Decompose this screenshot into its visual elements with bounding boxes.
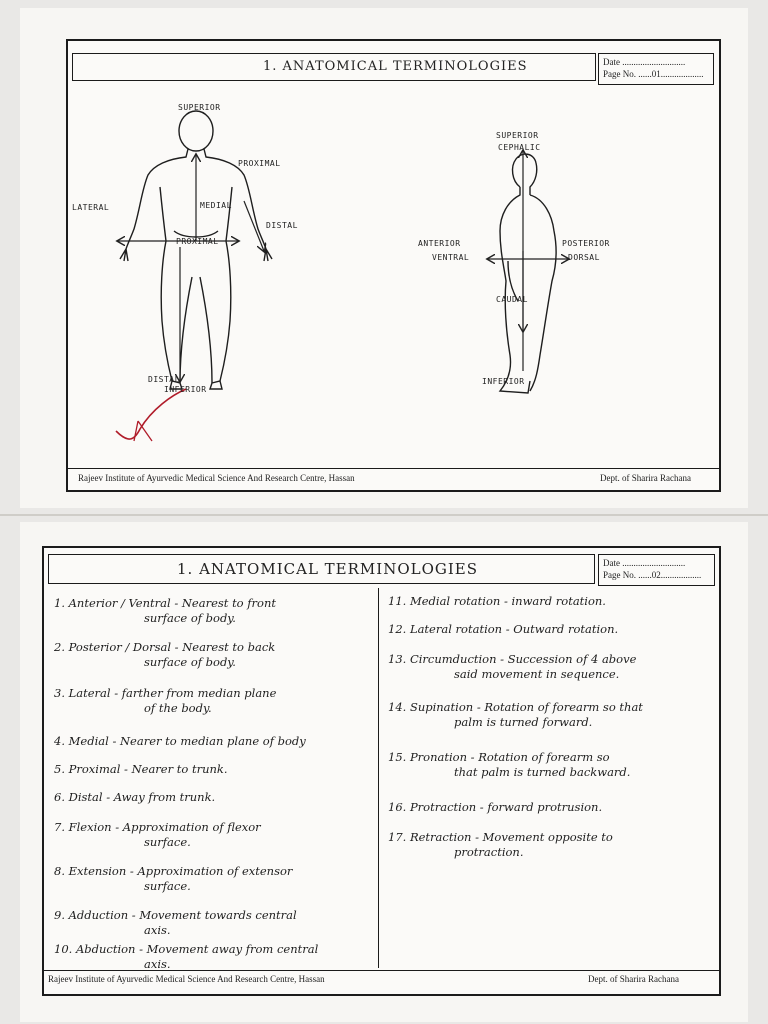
label-proximal-top: PROXIMAL xyxy=(238,159,281,168)
term-entry: 3. Lateral - farther from median plane xyxy=(54,686,277,700)
term-entry: 16. Protraction - forward protrusion. xyxy=(388,800,603,814)
term-entry: 1. Anterior / Ventral - Nearest to front xyxy=(54,596,276,610)
term-entry: 6. Distal - Away from trunk. xyxy=(54,790,216,804)
term-entry: 9. Adduction - Movement towards central xyxy=(54,908,297,922)
term-entry: 13. Circumduction - Succession of 4 above xyxy=(388,652,637,666)
footer-rule xyxy=(68,468,719,469)
column-divider xyxy=(378,588,379,968)
label-superior-side: SUPERIOR xyxy=(496,131,539,140)
label-cephalic: CEPHALIC xyxy=(498,143,541,152)
footer-institute: Rajeev Institute of Ayurvedic Medical Science And Research Centre, Hassan xyxy=(48,974,325,984)
term-entry: 11. Medial rotation - inward rotation. xyxy=(388,594,606,608)
term-continuation: surface. xyxy=(144,835,191,849)
term-entry: 4. Medial - Nearer to median plane of body xyxy=(54,734,306,748)
term-entry: 14. Supination - Rotation of forearm so that xyxy=(388,700,643,714)
label-dorsal: DORSAL xyxy=(568,253,600,262)
date-field: Date ............................ xyxy=(603,558,686,568)
date-page-box xyxy=(598,554,715,586)
label-anterior: ANTERIOR xyxy=(418,239,461,248)
checkmark xyxy=(116,389,186,439)
page-title: 1. ANATOMICAL TERMINOLOGIES xyxy=(263,59,528,74)
term-entry: 10. Abduction - Movement away from central xyxy=(54,942,319,956)
term-entry: 17. Retraction - Movement opposite to xyxy=(388,830,613,844)
title-box xyxy=(72,53,596,81)
term-entry: 15. Pronation - Rotation of forearm so xyxy=(388,750,610,764)
term-entry: 8. Extension - Approximation of extensor xyxy=(54,864,293,878)
label-inferior-front: INFERIOR xyxy=(164,385,207,394)
page-fold xyxy=(0,514,768,516)
term-entry: 12. Lateral rotation - Outward rotation. xyxy=(388,622,619,636)
label-ventral: VENTRAL xyxy=(432,253,470,262)
title-box xyxy=(48,554,595,584)
front-body-figure xyxy=(120,111,272,389)
page-title: 1. ANATOMICAL TERMINOLOGIES xyxy=(177,560,479,578)
date-page-box xyxy=(598,53,714,85)
anatomy-diagram xyxy=(68,91,719,471)
label-posterior: POSTERIOR xyxy=(562,239,610,248)
term-continuation: protraction. xyxy=(454,845,524,859)
notebook-page-2 xyxy=(20,522,748,1022)
footer-department: Dept. of Sharira Rachana xyxy=(600,473,691,483)
term-continuation: palm is turned forward. xyxy=(454,715,593,729)
side-body-figure xyxy=(500,154,556,393)
term-continuation: that palm is turned backward. xyxy=(454,765,631,779)
footer-rule xyxy=(44,970,719,971)
label-superior-front: SUPERIOR xyxy=(178,103,221,112)
term-entry: 2. Posterior / Dorsal - Nearest to back xyxy=(54,640,276,654)
footer-institute: Rajeev Institute of Ayurvedic Medical Science And Research Centre, Hassan xyxy=(78,473,355,483)
date-field: Date ............................ xyxy=(603,57,686,67)
term-continuation: surface of body. xyxy=(144,655,236,669)
term-entry: 7. Flexion - Approximation of flexor xyxy=(54,820,261,834)
term-entry: 5. Proximal - Nearer to trunk. xyxy=(54,762,228,776)
term-continuation: axis. xyxy=(144,923,171,937)
term-continuation: said movement in sequence. xyxy=(454,667,620,681)
label-caudal: CAUDAL xyxy=(496,295,528,304)
footer-department: Dept. of Sharira Rachana xyxy=(588,974,679,984)
label-medial: MEDIAL xyxy=(200,201,232,210)
term-continuation: surface of body. xyxy=(144,611,236,625)
page-number-field: Page No. ......02.................. xyxy=(603,570,702,580)
page-frame xyxy=(42,546,721,996)
label-distal-right: DISTAL xyxy=(266,221,298,230)
notebook-page-1 xyxy=(20,8,748,508)
label-inferior-side: INFERIOR xyxy=(482,377,525,386)
term-continuation: of the body. xyxy=(144,701,212,715)
term-continuation: axis. xyxy=(144,957,171,971)
page-number-field: Page No. ......01................... xyxy=(603,69,704,79)
page-frame xyxy=(66,39,721,492)
term-continuation: surface. xyxy=(144,879,191,893)
label-lateral: LATERAL xyxy=(72,203,110,212)
label-proximal-mid: PROXIMAL xyxy=(176,237,219,246)
label-distal-bottom: DISTAL xyxy=(148,375,180,384)
